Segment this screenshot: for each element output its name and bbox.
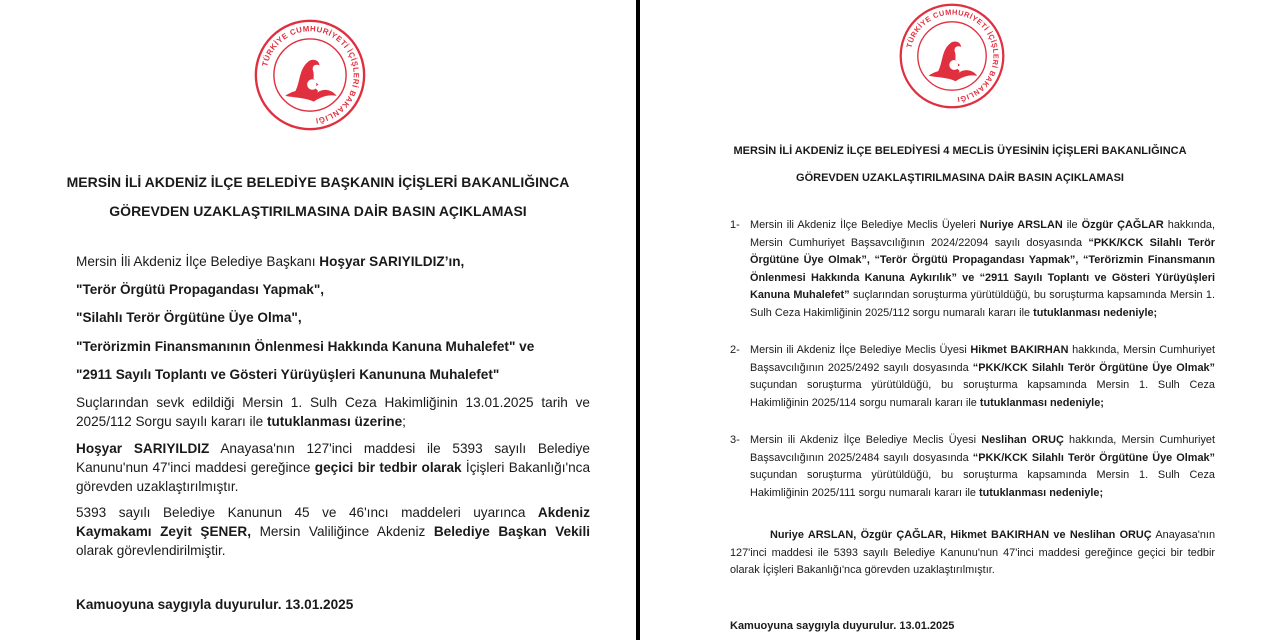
- item-2-b3: tutuklanması nedeniyle;: [979, 396, 1104, 409]
- item-2-t3: suçundan soruşturma yürütüldüğü, bu soruşturma kapsamında Mersin 1. Sulh Ceza Hakimliğinin 2025/114 sorgu numaralı kararı ile: [750, 379, 1215, 409]
- p3-bold2: Belediye Başkan Vekili: [433, 524, 590, 539]
- p2-text1: Anayasa'nın 127'inci maddesi ile 5393 sayılı Belediye Kanunu'nun 47'inci maddesi gereğince: [76, 441, 590, 475]
- left-title-line2: GÖREVDEN UZAKLAŞTIRILMASINA DAİR BASIN AÇIKLAMASI: [109, 203, 527, 219]
- right-title-line2: GÖREVDEN UZAKLAŞTIRILMASINA DAİR BASIN AÇIKLAMASI: [796, 172, 1124, 184]
- item-1-b1: Nuriye ARSLAN: [979, 219, 1063, 231]
- item-2-b1: Hikmet BAKIRHAN: [970, 344, 1069, 356]
- item-3-text: [750, 432, 1215, 502]
- item-3-t1: Mersin ili Akdeniz İlçe Belediye Meclis Üyesi: [750, 434, 982, 446]
- p3-text3: olarak görevlendirilmiştir.: [76, 543, 226, 558]
- left-page: [0, 0, 636, 640]
- item-1-b4: tutuklanması nedeniyle;: [1033, 306, 1158, 319]
- item-3-number: 3-: [730, 434, 740, 446]
- item-3-t3: suçundan soruşturma yürütüldüğü, bu soruşturma kapsamında Mersin 1. Sulh Ceza Hakimliğinin 2025/111 sorgu numaralı kararı ile: [750, 469, 1215, 499]
- charge-3: [76, 339, 534, 354]
- right-closing: Kamuoyuna saygıyla duyurulur. 13.01.2025: [730, 620, 955, 632]
- seal-text: TÜRKİYE CUMHURİYETİ İÇİŞLERİ BAKANLIĞI: [260, 24, 361, 126]
- item-2-number: 2-: [730, 344, 740, 356]
- summary-text: Anayasa'nın 127'inci maddesi ile 5393 sayılı Belediye Kanunu'nun 47'inci maddesi gereğince geçici bir tedbir olarak İçişleri Bakanlığı'nca görevden uzaklaştırılmıştır.: [730, 529, 1215, 577]
- charge-1-text: "Terör Örgütü Propagandası Yapmak",: [76, 282, 325, 297]
- left-title-line1: MERSİN İLİ AKDENİZ İLÇE BELEDİYE BAŞKANIN İÇİŞLERİ BAKANLIĞINCA: [66, 174, 570, 190]
- item-1-b3: “PKK/KCK Silahlı Terör Örgütüne Üye Olmak”, “Terör Örgütü Propagandası Yapmak”, “Terörizmin Finansmanın Önlenmesi Hakkında Kanuna Aykırılık” ve “2911 Sayılı Toplantı ve Gösteri Yürüyüşleri Kanuna Muhalefet”: [750, 236, 1215, 302]
- p1-bold: tutuklanması üzerine: [266, 414, 403, 429]
- item-3-b2: “PKK/KCK Silahlı Terör Örgütüne Üye Olmak”: [972, 451, 1215, 464]
- charge-1: [76, 282, 324, 297]
- right-title: [640, 138, 1280, 192]
- left-closing: Kamuoyuna saygıyla duyurulur. 13.01.2025: [76, 597, 354, 612]
- p1-end: ;: [402, 414, 406, 429]
- p3-text2: Mersin Valiliğince Akdeniz: [251, 524, 434, 539]
- right-page: [640, 0, 1280, 640]
- left-intro: [76, 254, 464, 269]
- item-2-text: [750, 342, 1215, 412]
- ministry-seal-icon: [253, 18, 367, 132]
- item-1-number: 1-: [730, 219, 740, 231]
- intro-suffix: ’ın,: [444, 254, 465, 269]
- item-2-t2: hakkında, Mersin Cumhuriyet Başsavcılığının 2025/2492 sayılı dosyasında: [750, 344, 1215, 374]
- item-1-b2: Özgür ÇAĞLAR: [1081, 219, 1164, 231]
- item-1-text: [750, 217, 1215, 323]
- item-1-t2: ile: [1062, 219, 1082, 231]
- item-1-t1: Mersin ili Akdeniz İlçe Belediye Meclis Üyeleri: [750, 219, 980, 231]
- left-paragraph-1: [76, 393, 590, 431]
- intro-prefix: Mersin İli Akdeniz İlçe Belediye Başkanı: [76, 254, 320, 269]
- seal-text: TÜRKİYE CUMHURİYETİ İÇİŞLERİ BAKANLIĞI: [904, 7, 1001, 105]
- left-paragraph-3: [76, 503, 590, 560]
- summary-bold: Nuriye ARSLAN, Özgür ÇAĞLAR, Hikmet BAKIRHAN ve Neslihan ORUÇ: [770, 529, 1152, 541]
- item-2-b2: “PKK/KCK Silahlı Terör Örgütüne Üye Olmak”: [972, 361, 1215, 374]
- item-1-t4: suçlarından soruşturma yürütüldüğü, bu soruşturma kapsamında Mersin 1. Sulh Ceza Hakimliğinin 2025/112 sorgu numaralı kararı ile: [750, 289, 1216, 319]
- p3-bold1: Akdeniz Kaymakamı Zeyit ŞENER,: [76, 505, 590, 539]
- p1-text: Suçlarından sevk edildiği Mersin 1. Sulh Ceza Hakimliğinin 13.01.2025 tarih ve 2025/112 Sorgu sayılı kararı ile: [76, 395, 590, 429]
- p3-text1: 5393 sayılı Belediye Kanunun 45 ve 46'ıncı maddeleri uyarınca: [76, 505, 538, 520]
- p2-bold1: Hoşyar SARIYILDIZ: [76, 441, 210, 456]
- item-3-t2: hakkında, Mersin Cumhuriyet Başsavcılığının 2025/2484 sayılı dosyasında: [750, 434, 1216, 464]
- right-title-line1: MERSİN İLİ AKDENİZ İLÇE BELEDİYESİ 4 MECLİS ÜYESİNİN İÇİŞLERİ BAKANLIĞINCA: [733, 145, 1187, 157]
- ministry-seal-icon: [898, 2, 1006, 110]
- item-1-t3: hakkında, Mersin Cumhuriyet Başsavcılığının 2024/22094 sayılı dosyasında: [750, 219, 1215, 249]
- charge-4: [76, 367, 499, 382]
- item-2-t1: Mersin ili Akdeniz İlçe Belediye Meclis Üyesi: [750, 344, 971, 356]
- left-title: [0, 168, 636, 226]
- mayor-name: Hoşyar SARIYILDIZ: [319, 254, 445, 269]
- right-summary: [730, 527, 1215, 580]
- left-paragraph-2: [76, 439, 590, 496]
- p2-text2: İçişleri Bakanlığı'nca görevden uzaklaştırılmıştır.: [76, 460, 591, 494]
- charge-4-text: "2911 Sayılı Toplantı ve Gösteri Yürüyüşleri Kanununa Muhalefet": [76, 367, 500, 382]
- charge-2: [76, 310, 302, 325]
- item-3-b1: Neslihan ORUÇ: [981, 434, 1064, 446]
- charge-2-text: "Silahlı Terör Örgütüne Üye Olma",: [76, 310, 302, 325]
- item-3-b3: tutuklanması nedeniyle;: [979, 486, 1104, 499]
- p2-bold2: geçici bir tedbir olarak: [314, 460, 462, 475]
- charge-3-text: "Terörizmin Finansmanının Önlenmesi Hakkında Kanuna Muhalefet" ve: [76, 339, 535, 354]
